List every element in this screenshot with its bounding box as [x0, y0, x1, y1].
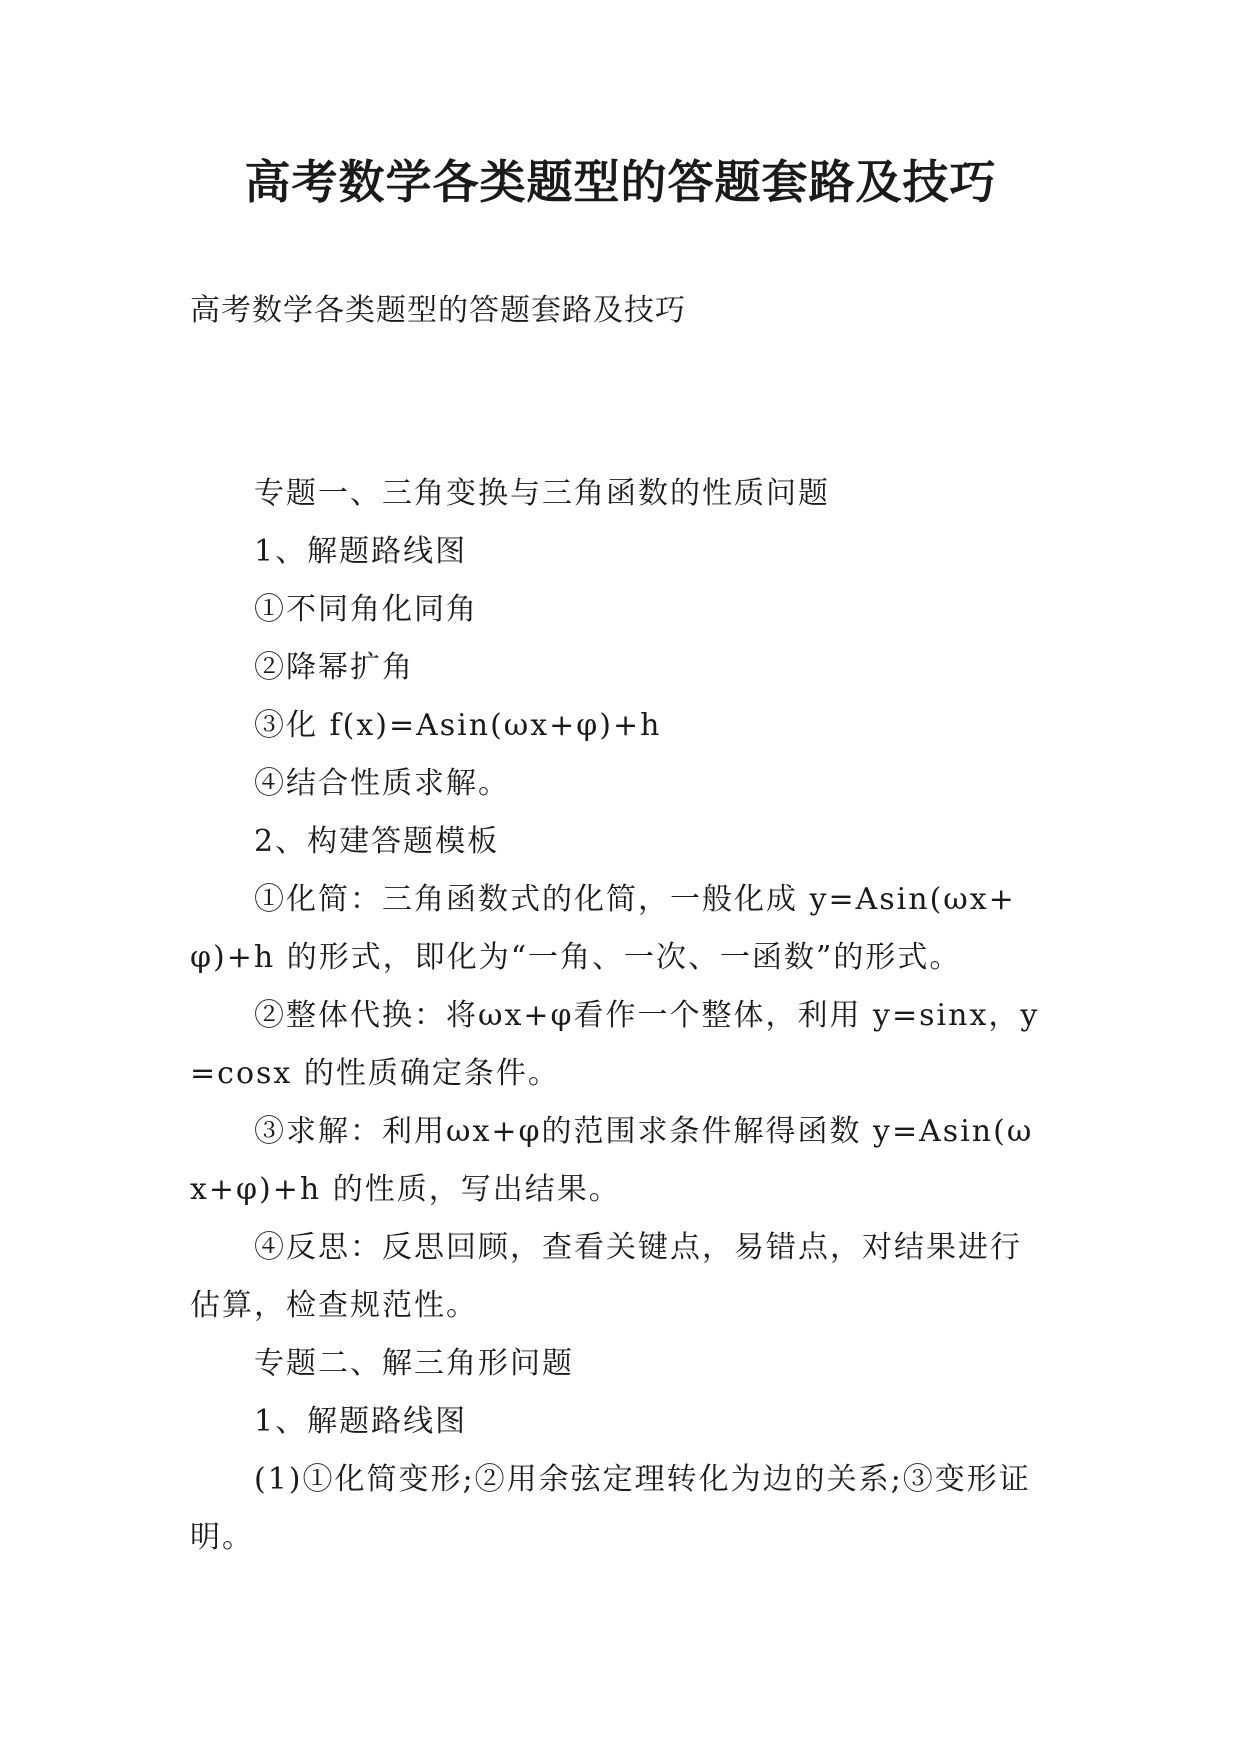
- paragraph: ①不同角化同角: [254, 592, 478, 627]
- paragraph: 1、解题路线图: [254, 1404, 468, 1439]
- document-title: 高考数学各类题型的答题套路及技巧: [244, 155, 997, 209]
- paragraph: ①化简：三角函数式的化简，一般化成 y=Asin(ωx+φ)+h 的形式，即化为“一角、一次、一函数”的形式。: [190, 882, 1016, 975]
- paragraph: ③求解：利用ωx+φ的范围求条件解得函数 y=Asin(ωx+φ)+h 的性质，写出结果。: [190, 1114, 1034, 1207]
- document-body: [190, 465, 1050, 1567]
- paragraph: ②降幂扩角: [254, 650, 414, 685]
- paragraph: (1)①化简变形;②用余弦定理转化为边的关系;③变形证明。: [190, 1462, 1031, 1555]
- paragraph: 2、构建答题模板: [254, 824, 500, 859]
- paragraph: ④反思：反思回顾，查看关键点，易错点，对结果进行估算，检查规范性。: [190, 1230, 1022, 1323]
- section-heading: 专题一、三角变换与三角函数的性质问题: [254, 476, 830, 511]
- section-heading: 专题二、解三角形问题: [254, 1346, 574, 1381]
- paragraph: ②整体代换：将ωx+φ看作一个整体，利用 y=sinx，y=cosx 的性质确定条件。: [190, 998, 1040, 1091]
- paragraph: ④结合性质求解。: [254, 766, 510, 801]
- paragraph: ③化 f(x)=Asin(ωx+φ)+h: [254, 708, 662, 743]
- document-subtitle: 高考数学各类题型的答题套路及技巧: [190, 293, 686, 328]
- paragraph: 1、解题路线图: [254, 534, 468, 569]
